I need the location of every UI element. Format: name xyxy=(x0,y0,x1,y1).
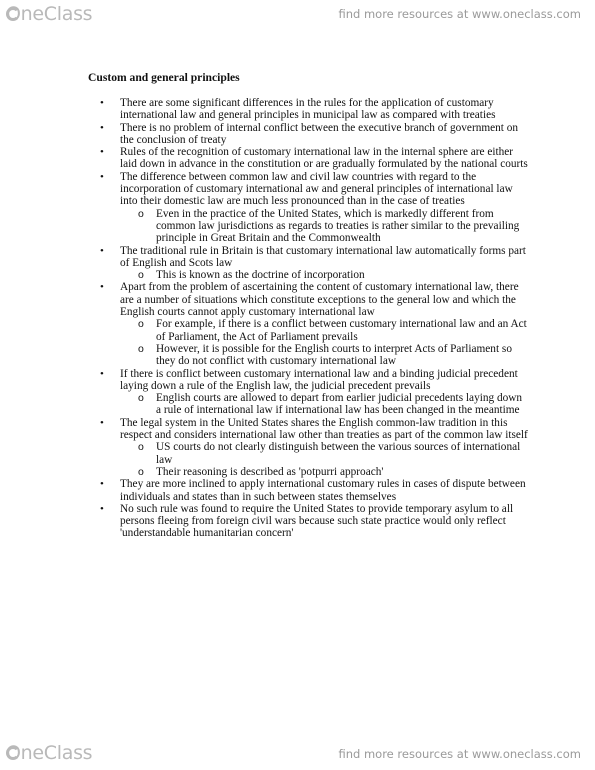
logo-text: OneClass xyxy=(6,3,93,25)
list-item xyxy=(88,478,528,503)
bullet-icon: • xyxy=(100,97,104,109)
oneclass-logo[interactable] xyxy=(6,742,92,764)
bullet-list xyxy=(88,97,528,540)
sub-bullet-icon: o xyxy=(138,441,144,454)
oneclass-logo-icon xyxy=(6,7,20,21)
bullet-icon: • xyxy=(100,244,104,257)
list-item-text: They are more inclined to apply international customary rules in cases of dispute between individuals and states than in such between states themselves xyxy=(120,478,526,503)
list-item xyxy=(88,122,528,147)
sub-list-item-text: Their reasoning is described as 'potpurri approach' xyxy=(156,465,384,478)
sub-bullet-icon: o xyxy=(138,342,144,355)
sub-list-item-text: For example, if there is a conflict between customary international law and an Act of Parliament, the Act of Parliament prevails xyxy=(156,318,527,343)
sub-list xyxy=(120,441,528,478)
sub-list-item-text: This is known as the doctrine of incorporation xyxy=(156,269,365,282)
page-title: Custom and general principles xyxy=(88,71,240,84)
list-item-text: There are some significant differences in the rules for the application of customary international law and general principles in municipal law as compared with treaties xyxy=(120,97,496,122)
bullet-icon: • xyxy=(100,502,104,515)
bullet-icon: • xyxy=(100,146,104,159)
list-item xyxy=(88,97,528,122)
sub-list-item xyxy=(120,318,528,343)
page-header xyxy=(0,0,595,28)
list-item-text: The difference between common law and civil law countries with regard to the incorporation of customary international aw and general principles of international law into their domestic law are much less pronounced than in the case of treaties xyxy=(120,170,513,208)
sub-bullet-icon: o xyxy=(138,318,144,331)
sub-bullet-icon: o xyxy=(138,269,144,282)
bullet-icon: • xyxy=(100,478,104,491)
list-item-text: There is no problem of internal conflict between the executive branch of government on the conclusion of treaty xyxy=(120,121,519,146)
list-item xyxy=(88,503,528,540)
list-item-text: Rules of the recognition of customary international law in the internal sphere are either laid down in advance in the constitution or are gradually formulated by the national courts xyxy=(120,146,528,171)
list-item xyxy=(88,146,528,171)
sub-list-item-text: However, it is possible for the English courts to interpret Acts of Parliament so they do not conflict with customary international law xyxy=(156,342,512,368)
list-item-text: The legal system in the United States shares the English common-law tradition in this respect and considers international law other than treaties as part of the common law itself xyxy=(120,416,528,442)
page-footer xyxy=(0,740,595,768)
oneclass-logo-icon xyxy=(6,746,20,760)
bullet-icon: • xyxy=(100,170,104,183)
sub-bullet-icon: o xyxy=(138,392,144,405)
header-tagline[interactable]: find more resources at www.oneclass.com xyxy=(338,7,581,21)
sub-list-item xyxy=(120,466,528,478)
sub-list-item xyxy=(120,208,528,245)
document-body xyxy=(88,71,528,540)
list-item-text: The traditional rule in Britain is that customary international law automatically forms part of English and Scots law xyxy=(120,244,526,269)
sub-list-item xyxy=(120,441,528,466)
sub-list xyxy=(120,269,528,281)
list-item-text: If there is conflict between customary international law and a binding judicial precedent laying down a rule of the English law, the judicial precedent prevails xyxy=(120,367,518,392)
sub-bullet-icon: o xyxy=(138,465,144,478)
list-item-text: No such rule was found to require the United States to provide temporary asylum to all persons fleeing from foreign civil wars because such state practice would only reflect 'understandable humanitarian concern' xyxy=(120,502,514,540)
sub-list-item-text: English courts are allowed to depart from earlier judicial precedents laying down a rule of international law if international law has been changed in the meantime xyxy=(156,392,523,417)
sub-list xyxy=(120,392,528,417)
list-item xyxy=(88,281,528,367)
sub-list-item xyxy=(120,392,528,417)
oneclass-logo[interactable] xyxy=(6,3,92,25)
logo-text: OneClass xyxy=(6,742,93,764)
sub-list xyxy=(120,208,528,245)
list-item xyxy=(88,417,528,478)
list-item-text: Apart from the problem of ascertaining the content of customary international law, there are a number of situations which constitute exceptions to the general low and which the English courts cannot apply customary international law xyxy=(120,281,519,319)
sub-list-item-text: Even in the practice of the United States, which is markedly different from common law jurisdictions as regards to treaties is rather similar to the prevailing principle in Great Britain and the Commonwealth xyxy=(156,207,520,245)
list-item xyxy=(88,171,528,245)
sub-list xyxy=(120,318,528,367)
sub-list-item xyxy=(120,343,528,368)
footer-tagline[interactable]: find more resources at www.oneclass.com xyxy=(338,747,581,761)
list-item xyxy=(88,245,528,282)
bullet-icon: • xyxy=(100,416,104,429)
bullet-icon: • xyxy=(100,367,104,380)
bullet-icon: • xyxy=(100,121,104,134)
bullet-icon: • xyxy=(100,281,104,294)
list-item xyxy=(88,368,528,417)
sub-bullet-icon: o xyxy=(138,207,144,220)
sub-list-item xyxy=(120,269,528,281)
sub-list-item-text: US courts do not clearly distinguish between the various sources of international law xyxy=(156,441,521,466)
